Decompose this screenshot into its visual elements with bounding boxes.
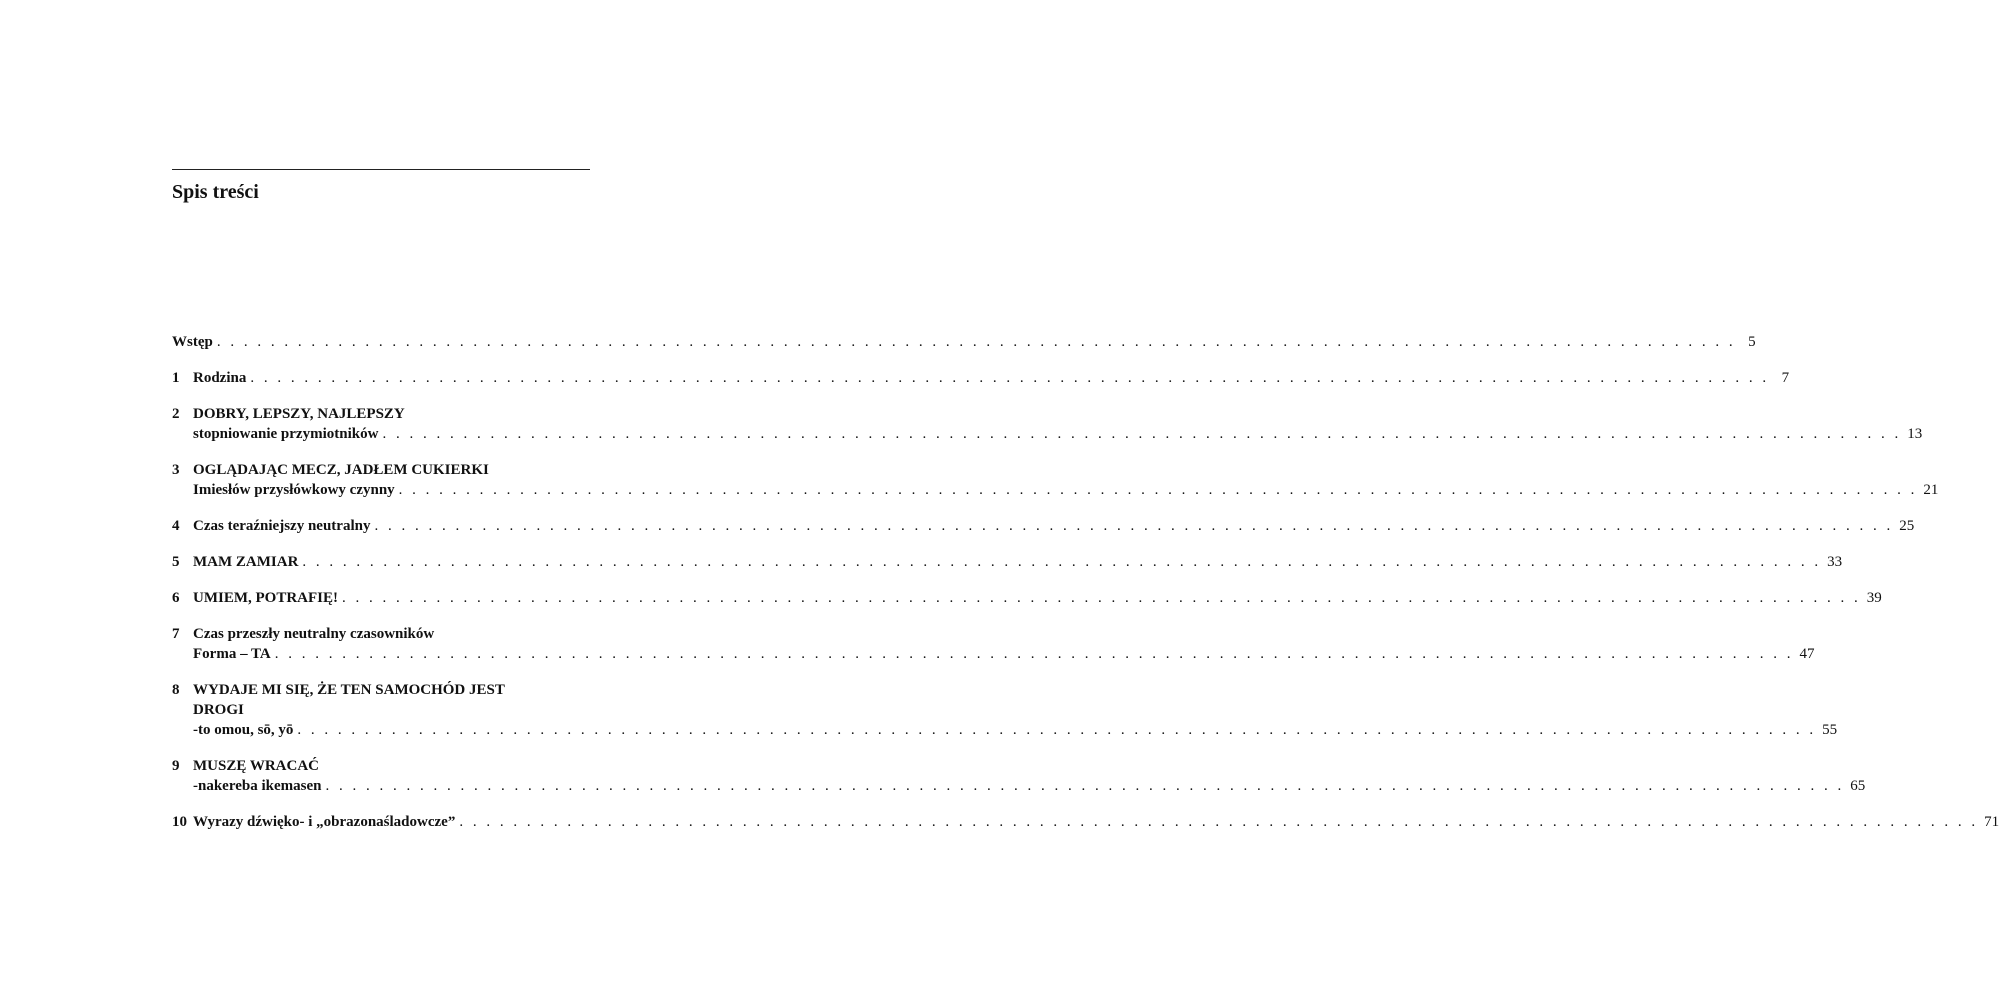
toc-page-number: 71 <box>1984 814 1999 830</box>
chapter-number: 8 <box>172 682 180 698</box>
chapter-number: 6 <box>172 590 180 606</box>
dot-leader <box>399 480 1918 500</box>
chapter-number: 7 <box>172 626 180 642</box>
toc-entry-line <box>193 776 1866 796</box>
toc-entry-title: DOBRY, LEPSZY, NAJLEPSZY <box>193 406 405 422</box>
toc-entry-body <box>193 368 1790 388</box>
toc-entry-body <box>193 588 1882 608</box>
chapter-number: 3 <box>172 462 180 478</box>
toc-entry-subtitle: Czas teraźniejszy neutralny <box>193 518 371 534</box>
dot-leader <box>250 368 1769 388</box>
toc-entry-title: Czas przeszły neutralny czasowników <box>193 626 435 642</box>
toc-entry-body <box>193 516 1915 536</box>
dot-leader <box>325 776 1844 796</box>
toc-entry-subtitle: UMIEM, POTRAFIĘ! <box>193 590 338 606</box>
chapter-number: 4 <box>172 518 180 534</box>
toc-entry-line <box>193 480 1939 500</box>
toc-entry-body <box>172 332 1756 352</box>
toc-entry-title: Wstęp <box>172 334 213 350</box>
toc-entry-body <box>193 460 1939 500</box>
dot-leader <box>275 644 1794 664</box>
toc-page-number: 13 <box>1907 426 1923 442</box>
toc-page-number: 33 <box>1827 554 1843 570</box>
toc-entry-body <box>193 404 1923 444</box>
chapter-number: 10 <box>172 814 187 830</box>
toc-entry-chapter-4[interactable] <box>172 516 1915 536</box>
toc-entry-line <box>193 720 1838 740</box>
dot-leader <box>342 588 1861 608</box>
toc-entry-intro[interactable] <box>172 332 1756 352</box>
toc-entry-chapter-1[interactable] <box>172 368 1790 388</box>
dot-leader <box>302 552 1821 572</box>
toc-entry-line <box>193 516 1915 536</box>
toc-entry-line <box>193 644 1815 664</box>
toc-entry-chapter-3[interactable] <box>172 460 1939 500</box>
toc-page-number: 21 <box>1923 482 1939 498</box>
toc-entry-chapter-2[interactable] <box>172 404 1923 444</box>
dot-leader <box>217 332 1736 352</box>
toc-page-number: 25 <box>1899 518 1915 534</box>
chapter-number: 2 <box>172 406 180 422</box>
dot-leader <box>297 720 1816 740</box>
toc-entry-body <box>193 552 1843 572</box>
toc-entry-title: OGLĄDAJĄC MECZ, JADŁEM CUKIERKI <box>193 462 489 478</box>
chapter-number: 9 <box>172 758 180 774</box>
toc-page-number: 55 <box>1822 722 1838 738</box>
toc-page-number: 39 <box>1866 590 1882 606</box>
dot-leader <box>382 424 1901 444</box>
toc-entry-line <box>172 332 1756 352</box>
chapter-number: 1 <box>172 370 180 386</box>
toc-entry-chapter-10[interactable] <box>172 812 1999 832</box>
toc-entry-body <box>193 812 1999 832</box>
toc-entry-line <box>193 812 1999 832</box>
toc-entry-subtitle: Rodzina <box>193 370 247 386</box>
toc-page-number: 5 <box>1748 334 1756 350</box>
toc-page-number: 47 <box>1799 646 1815 662</box>
toc-page-number: 7 <box>1781 370 1790 386</box>
dot-leader <box>459 812 1978 832</box>
chapter-number: 5 <box>172 554 180 570</box>
toc-entry-chapter-8[interactable] <box>172 680 1838 740</box>
dot-leader <box>374 516 1893 536</box>
toc-entry-subtitle: -to omou, sō, yō <box>193 722 294 738</box>
toc-entry-line <box>193 552 1843 572</box>
toc-entry-chapter-6[interactable] <box>172 588 1882 608</box>
table-of-contents <box>172 332 1999 848</box>
toc-entry-body <box>193 680 1838 740</box>
page-title: Spis treści <box>172 181 259 203</box>
toc-entry-chapter-7[interactable] <box>172 624 1815 664</box>
toc-entry-body <box>193 756 1866 796</box>
toc-entry-line <box>193 588 1882 608</box>
toc-entry-subtitle: Forma – TA <box>193 646 271 662</box>
toc-entry-chapter-5[interactable] <box>172 552 1843 572</box>
toc-entry-subtitle: MAM ZAMIAR <box>193 554 299 570</box>
toc-entry-chapter-9[interactable] <box>172 756 1866 796</box>
toc-entry-title: WYDAJE MI SIĘ, ŻE TEN SAMOCHÓD JEST DROGI <box>193 682 505 718</box>
toc-entry-body <box>193 624 1815 664</box>
toc-entry-title: MUSZĘ WRACAĆ <box>193 758 319 774</box>
toc-entry-subtitle: -nakereba ikemasen <box>193 778 322 794</box>
toc-entry-subtitle: Wyrazy dźwięko- i „obrazonaśladowcze” <box>193 814 456 830</box>
toc-entry-subtitle: stopniowanie przymiotników <box>193 426 379 442</box>
toc-page-number: 65 <box>1850 778 1866 794</box>
toc-entry-line <box>193 424 1923 444</box>
toc-entry-subtitle: Imiesłów przysłówkowy czynny <box>193 482 395 498</box>
toc-entry-line <box>193 368 1790 388</box>
top-rule <box>172 169 590 170</box>
